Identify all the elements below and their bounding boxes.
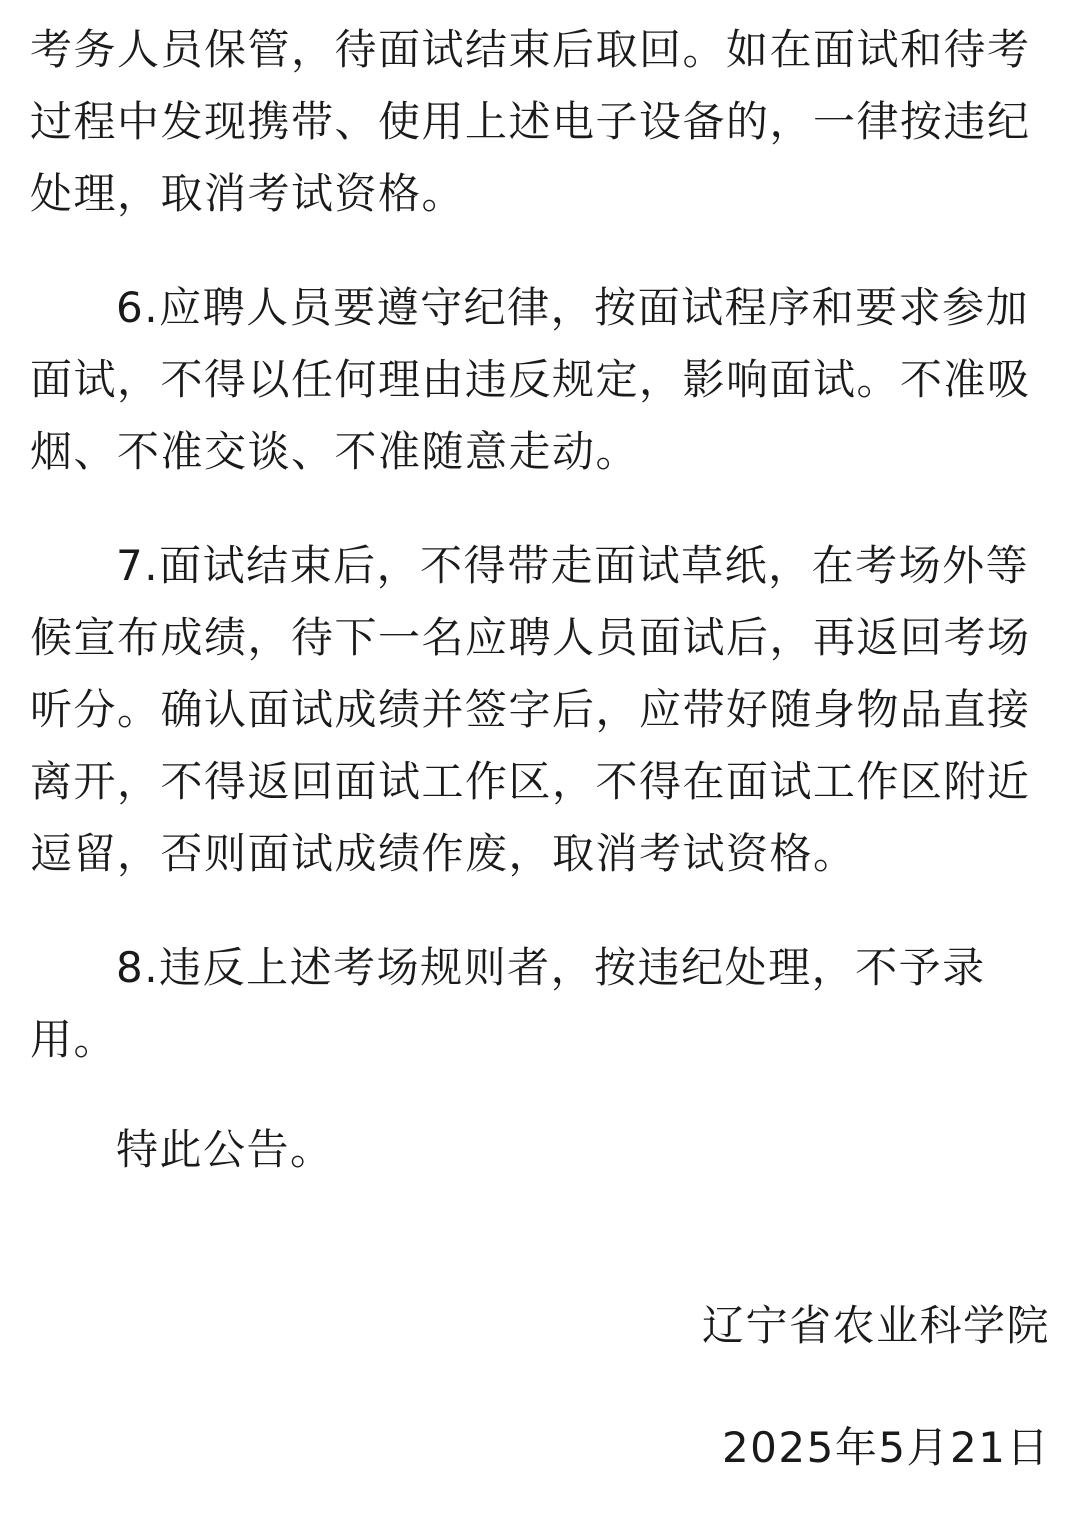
text-line: 7.面试结束后，不得带走面试草纸，在考场外等 bbox=[116, 541, 1030, 590]
text-line: 候宣布成绩，待下一名应聘人员面试后，再返回考场 bbox=[30, 613, 1031, 662]
closing-remark: 特此公告。 bbox=[116, 1125, 334, 1174]
paragraph-6 bbox=[30, 272, 1030, 488]
text-line: 考务人员保管，待面试结束后取回。如在面试和待考 bbox=[30, 25, 1031, 74]
text-line: 8.违反上述考场规则者，按违纪处理，不予录 bbox=[116, 943, 986, 992]
text-line: 听分。确认面试成绩并签字后，应带好随身物品直接 bbox=[30, 685, 1031, 734]
announcement-body bbox=[30, 14, 1030, 1186]
text-line: 用。 bbox=[30, 1015, 118, 1064]
paragraph-8 bbox=[30, 932, 1030, 1076]
text-line: 逗留，否则面试成绩作废，取消考试资格。 bbox=[30, 829, 857, 878]
signature-organization: 辽宁省农业科学院 bbox=[701, 1301, 1050, 1350]
paragraph-5-tail bbox=[30, 14, 1030, 230]
signature-date: 2025年5月21日 bbox=[721, 1423, 1050, 1472]
text-line: 6.应聘人员要遵守纪律，按面试程序和要求参加 bbox=[116, 283, 1030, 332]
text-line: 过程中发现携带、使用上述电子设备的，一律按违纪 bbox=[30, 97, 1031, 146]
text-line: 面试，不得以任何理由违反规定，影响面试。不准吸 bbox=[30, 355, 1031, 404]
text-line: 处理，取消考试资格。 bbox=[30, 169, 466, 218]
text-line: 烟、不准交谈、不准随意走动。 bbox=[30, 427, 640, 476]
text-line: 离开，不得返回面试工作区，不得在面试工作区附近 bbox=[30, 757, 1031, 806]
paragraph-7 bbox=[30, 530, 1030, 890]
